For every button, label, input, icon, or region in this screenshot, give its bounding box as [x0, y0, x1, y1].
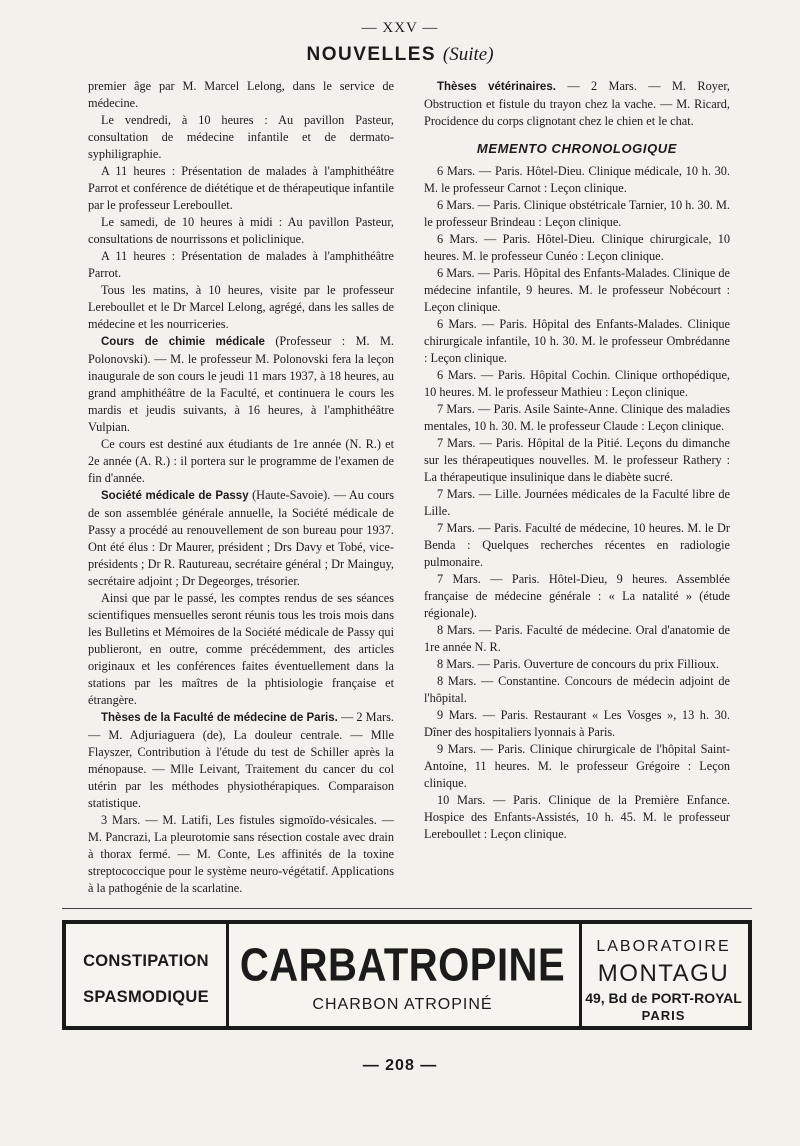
paragraph	[88, 282, 394, 333]
memento-entry: 8 Mars. — Constantine. Concours de médecin adjoint de l'hôpital.	[424, 674, 730, 705]
paragraph	[88, 709, 394, 812]
paragraph-text: A 11 heures : Présentation de malades à l'amphithéâtre Parrot et conférence de diététique et de thérapeutique infantile par le professeur Lereboullet.	[88, 164, 394, 212]
paragraph	[88, 812, 394, 897]
advertisement-box	[62, 920, 752, 1030]
paragraph	[88, 112, 394, 163]
ad-brand-name: CARBATROPINE	[239, 940, 566, 991]
memento-entry: 7 Mars. — Paris. Hôtel-Dieu, 9 heures. Assemblée française de médecine générale : « La natalité » (étude régionale).	[424, 572, 730, 620]
paragraph	[88, 214, 394, 248]
ad-lab-name: MONTAGU	[597, 960, 730, 987]
memento-entry: 7 Mars. — Paris. Asile Sainte-Anne. Clinique des maladies mentales, 10 h. 30. M. le professeur Claude : Leçon clinique.	[424, 402, 730, 433]
section-title-text: NOUVELLES	[306, 44, 437, 65]
ad-lab-address: 49, Bd de PORT-ROYAL	[585, 990, 742, 1006]
paragraph-text: Le vendredi, à 10 heures : Au pavillon Pasteur, consultation de médecine infantile et de dermato-syphiligraphie.	[88, 113, 394, 161]
memento-entry: 7 Mars. — Lille. Journées médicales de la Faculté libre de Lille.	[424, 487, 730, 518]
paragraph	[88, 78, 394, 112]
ad-left-panel	[66, 924, 229, 1026]
memento-entry: 6 Mars. — Paris. Hôpital des Enfants-Malades. Clinique chirurgicale infantile, 10 h. 30. M. le professeur Ombrédanne : Leçon clinique.	[424, 317, 730, 365]
ad-indication-line2: SPASMODIQUE	[83, 988, 209, 1006]
paragraph-text: Ainsi que par le passé, les comptes rendus de ses séances scientifiques mensuelles seront réunis tous les trois mois dans les Bulletins et Mémoires de la Société médicale de Passy qui publieront, en outre, comme précédemment, des articles originaux et les conférences faites éventuellement dans la stations par les maîtres de la phtisiologie française et étrangère.	[88, 591, 394, 707]
paragraph-heading: Cours de chimie médicale	[101, 336, 265, 348]
paragraph-text: 3 Mars. — M. Latifi, Les fistules sigmoïdo-vésicales. — M. Pancrazi, La pleurotomie sans résection costale avec drain à thorax fermé. — M. Conte, Les affinités de la toxine streptococcique pour le système neuro-végétatif. Applications à la pathogénie de la scarlatine.	[88, 813, 394, 895]
paragraph	[88, 333, 394, 436]
paragraph-text: (Professeur : M. M. Polonovski). — M. le professeur M. Polonovski fera la leçon inaugurale de son cours le jeudi 11 mars 1937, à 18 heures, au grand amphithéâtre de la Faculté, et continuera le cours les mardis et jeudis suivants, à 16 heures, à l'amphithéâtre Vulpian.	[88, 334, 394, 434]
memento-entry: 9 Mars. — Paris. Restaurant « Les Vosges », 13 h. 30. Dîner des hospitaliers lyonnais à Paris.	[424, 708, 730, 739]
ad-center-panel	[226, 924, 582, 1026]
paragraph	[88, 248, 394, 282]
paragraph-text: (Haute-Savoie). — Au cours de son assemblée générale annuelle, la Société médicale de Passy a procédé au renouvellement de son bureau pour 1937. Ont été élus : Dr Maurer, président ; Drs Davy et Tobé, vice-présidents ; Dr R. Rautureau, secrétaire général ; Dr Mainguy, secrétaire adjoint ; Dr Degeorges, trésorier.	[88, 488, 394, 588]
paragraph-heading: Société médicale de Passy	[101, 490, 249, 502]
paragraph-text: Tous les matins, à 10 heures, visite par le professeur Lereboullet et le Dr Marcel Lelong, agrégé, dans les salles de médecine et les nourriceries.	[88, 283, 394, 331]
right-column	[424, 78, 730, 843]
paragraph-heading: Thèses de la Faculté de médecine de Paris.	[101, 712, 338, 724]
memento-entry: 6 Mars. — Paris. Hôpital Cochin. Clinique orthopédique, 10 heures. M. le professeur Mathieu : Leçon clinique.	[424, 368, 730, 399]
left-column	[88, 78, 394, 897]
memento-entry: 6 Mars. — Paris. Hôpital des Enfants-Malades. Clinique de médecine infantile, 9 heures. M. le professeur Nobécourt : Leçon clinique.	[424, 266, 730, 314]
page-number: — 208 —	[362, 1057, 438, 1074]
roman-page-number: — XXV —	[361, 20, 439, 36]
section-title-suffix: (Suite)	[442, 44, 494, 65]
ad-lab-city: PARIS	[641, 1008, 686, 1023]
memento-title: MEMENTO CHRONOLOGIQUE	[476, 141, 678, 156]
paragraph-text: Le samedi, de 10 heures à midi : Au pavillon Pasteur, consultations de nourrissons et policlinique.	[88, 215, 394, 246]
memento-entry: 6 Mars. — Paris. Hôtel-Dieu. Clinique chirurgicale, 10 heures. M. le professeur Cunéo : Leçon clinique.	[424, 232, 730, 263]
paragraph-heading: Thèses vétérinaires.	[437, 81, 556, 93]
paragraph	[88, 163, 394, 214]
paragraph-text: premier âge par M. Marcel Lelong, dans le service de médecine.	[88, 79, 394, 110]
memento-entry: 9 Mars. — Paris. Clinique chirurgicale de l'hôpital Saint-Antoine, 11 heures. M. le professeur Grégoire : Leçon clinique.	[424, 742, 730, 790]
memento-list	[424, 163, 730, 843]
paragraph	[88, 487, 394, 590]
paragraph-text: — 2 Mars. — M. Adjuriaguera (de), La douleur centrale. — Mlle Flayszer, Contribution à l'étude du test de Schiller après la ménopause. — Mlle Leivant, Traitement du cancer du col utérin par les méthodes physiothérapiques. Comparaison statistique.	[88, 710, 395, 810]
right-column-intro	[424, 78, 730, 130]
memento-entry: 6 Mars. — Paris. Clinique obstétricale Tarnier, 10 h. 30. M. le professeur Brindeau : Leçon clinique.	[424, 198, 730, 229]
paragraph	[88, 436, 394, 487]
advertisement-divider	[62, 908, 752, 909]
ad-brand-subtitle: CHARBON ATROPINÉ	[312, 996, 493, 1013]
ad-right-panel	[579, 924, 748, 1026]
ad-lab-line1: LABORATOIRE	[596, 938, 731, 955]
memento-entry: 8 Mars. — Paris. Ouverture de concours du prix Fillioux.	[437, 657, 720, 671]
paragraph-text: — 2 Mars. — M. Royer, Obstruction et fistule du trayon chez la vache. — M. Ricard, Procidence du corps clignotant chez le chien et le chat.	[424, 79, 730, 128]
ad-indication-line1: CONSTIPATION	[83, 952, 209, 970]
paragraph-text: A 11 heures : Présentation de malades à l'amphithéâtre Parrot.	[88, 249, 394, 280]
memento-entry: 7 Mars. — Paris. Faculté de médecine, 10 heures. M. le Dr Benda : Quelques recherches récentes en radiologie pulmonaire.	[424, 521, 730, 569]
memento-entry: 6 Mars. — Paris. Hôtel-Dieu. Clinique médicale, 10 h. 30. M. le professeur Carnot : Leçon clinique.	[424, 164, 730, 195]
paragraph	[88, 590, 394, 709]
memento-entry: 10 Mars. — Paris. Clinique de la Première Enfance. Hospice des Enfants-Assistés, 10 h. 45. M. le professeur Lereboullet : Leçon clinique.	[424, 793, 730, 841]
paragraph-text: Ce cours est destiné aux étudiants de 1re année (N. R.) et 2e année (A. R.) : il portera sur le programme de l'examen de fin d'année.	[88, 437, 394, 485]
memento-entry: 7 Mars. — Paris. Hôpital de la Pitié. Leçons du dimanche sur les thérapeutiques nouvelles. M. le professeur Rathery : La thérapeutique insulinique dans le diabète sucré.	[424, 436, 730, 484]
section-title	[0, 44, 800, 66]
memento-entry: 8 Mars. — Paris. Faculté de médecine. Oral d'anatomie de 1re année N. R.	[424, 623, 730, 654]
paragraph	[424, 78, 730, 130]
